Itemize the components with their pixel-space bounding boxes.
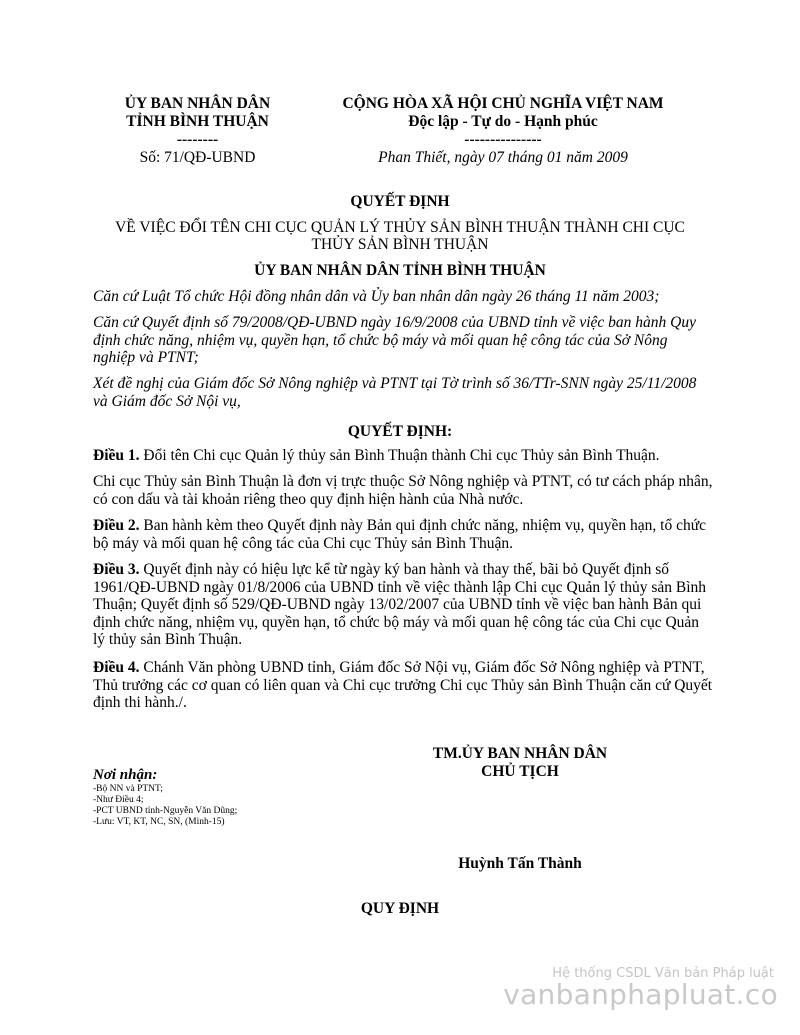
article-1 — [93, 447, 713, 465]
article-2-text: Ban hành kèm theo Quyết định này Bản qui định chức năng, nhiệm vụ, quyền hạn, tổ chức bộ máy và mối quan hệ công tác của Chi cục Thủy sản Bình Thuận. — [93, 517, 706, 552]
decides-heading: QUYẾT ĐỊNH: — [347, 423, 453, 440]
subject-line-2: THỦY SẢN BÌNH THUẬN — [311, 236, 489, 253]
issuing-agency-block — [110, 95, 285, 167]
article-1-paragraph-2: Chi cục Thủy sản Bình Thuận là đơn vị trực thuộc Sở Nông nghiệp và PTNT, có tư cách pháp nhân, có con dấu và tài khoản riêng theo quy định hiện hành của Nhà nước. — [93, 473, 713, 508]
decision-title: QUYẾT ĐỊNH — [350, 193, 450, 210]
agency-line-2: TỈNH BÌNH THUẬN — [126, 113, 269, 130]
recipients-block — [93, 767, 353, 828]
article-2 — [93, 517, 713, 552]
national-motto: Độc lập - Tự do - Hạnh phúc — [408, 113, 598, 130]
motto-separator: --------------- — [464, 131, 542, 148]
preamble-2: Căn cứ Quyết định số 79/2008/QĐ-UBND ngày 16/9/2008 của UBND tỉnh về việc ban hành Quy định chức năng, nhiệm vụ, quyền hạn, tổ chức bộ máy và mối quan hệ công tác của Sở Nông nghiệp và PTNT; — [93, 314, 696, 366]
signature-position: CHỦ TỊCH — [481, 763, 559, 780]
decision-subject — [85, 219, 715, 253]
issuer-title: ỦY BAN NHÂN DÂN TỈNH BÌNH THUẬN — [254, 262, 546, 279]
signature-on-behalf: TM.ỦY BAN NHÂN DÂN — [432, 745, 608, 762]
watermark-line-1: Hệ thống CSDL Văn bản Pháp luật — [552, 966, 774, 981]
national-header-block — [318, 95, 688, 167]
article-3-text: Quyết định này có hiệu lực kể từ ngày ký ban hành và thay thế, bãi bỏ Quyết định số 1961/QĐ-UBND ngày 01/8/2006 của UBND tỉnh về việc thành lập Chi cục Quản lý thủy sản Bình Thuận; Quyết định số 529/QĐ-UBND ngày 13/02/2007 của UBND tỉnh về việc ban hành Bản qui định chức năng, nhiệm vụ, quyền hạn, tổ chức bộ máy và mối quan hệ công tác của Chi cục Quản lý thủy sản Bình Thuận. — [93, 561, 707, 648]
article-1-text: Đổi tên Chi cục Quản lý thủy sản Bình Thuận thành Chi cục Thủy sản Bình Thuận. — [139, 447, 660, 464]
agency-separator: -------- — [176, 131, 219, 148]
document-number: Số: 71/QĐ-UBND — [139, 149, 256, 166]
preamble-1: Căn cứ Luật Tổ chức Hội đồng nhân dân và Ủy ban nhân dân ngày 26 tháng 11 năm 2003; — [93, 288, 660, 305]
signer-name: Huỳnh Tấn Thành — [458, 855, 582, 872]
recipient-item: -Như Điều 4; — [93, 795, 144, 805]
watermark-line-2: vanbanphapluat.co — [503, 978, 778, 1011]
article-3 — [93, 561, 713, 649]
preamble-3: Xét đề nghị của Giám đốc Sở Nông nghiệp và PTNT tại Tờ trình số 36/TTr-SNN ngày 25/11/2008 và Giám đốc Sở Nội vụ, — [93, 375, 697, 410]
recipient-item: -Lưu: VT, KT, NC, SN, (Minh-15) — [93, 817, 225, 827]
agency-line-1: ỦY BAN NHÂN DÂN — [124, 95, 271, 112]
article-4-label: Điều 4. — [93, 659, 140, 676]
nation-name: CỘNG HÒA XÃ HỘI CHỦ NGHĨA VIỆT NAM — [342, 95, 664, 112]
subject-line-1: VỀ VIỆC ĐỔI TÊN CHI CỤC QUẢN LÝ THỦY SẢN BÌNH THUẬN THÀNH CHI CỤC — [115, 219, 685, 236]
recipient-item: -Bộ NN và PTNT; — [93, 784, 163, 794]
signature-block — [395, 745, 645, 781]
article-4-text: Chánh Văn phòng UBND tỉnh, Giám đốc Sở Nội vụ, Giám đốc Sở Nông nghiệp và PTNT, Thủ trưởng các cơ quan có liên quan và Chi cục trưởng Chi cục Thủy sản Bình Thuận căn cứ Quyết định thi hành./. — [93, 659, 713, 711]
article-3-label: Điều 3. — [93, 561, 140, 578]
recipients-heading: Nơi nhận: — [93, 767, 158, 783]
article-2-label: Điều 2. — [93, 517, 140, 534]
place-and-date: Phan Thiết, ngày 07 tháng 01 năm 2009 — [378, 149, 628, 166]
next-section-title: QUY ĐỊNH — [360, 900, 440, 917]
article-4 — [93, 659, 713, 712]
article-1-label: Điều 1. — [93, 447, 140, 464]
recipient-item: -PCT UBND tỉnh-Nguyễn Văn Dũng; — [93, 806, 238, 816]
